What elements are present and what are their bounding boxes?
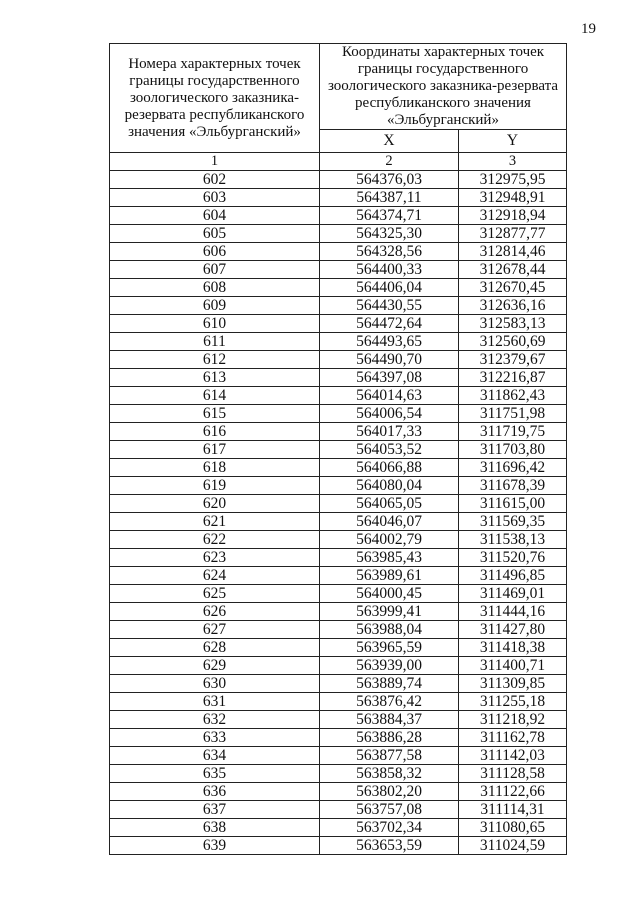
- point-number-cell: 625: [110, 585, 320, 603]
- point-number-cell: 616: [110, 423, 320, 441]
- header-y: Y: [459, 130, 567, 153]
- table-row: [110, 279, 567, 297]
- y-coordinate-cell: 311569,35: [459, 513, 567, 531]
- y-coordinate-cell: 311309,85: [459, 675, 567, 693]
- x-coordinate-cell: 564493,65: [320, 333, 459, 351]
- table-row: [110, 261, 567, 279]
- table-row: [110, 585, 567, 603]
- point-number-cell: 607: [110, 261, 320, 279]
- table-row: [110, 171, 567, 189]
- table-row: [110, 333, 567, 351]
- table-header-row: [110, 44, 567, 130]
- x-coordinate-cell: 564490,70: [320, 351, 459, 369]
- point-number-cell: 614: [110, 387, 320, 405]
- table-row: [110, 693, 567, 711]
- x-coordinate-cell: 563858,32: [320, 765, 459, 783]
- point-number-cell: 632: [110, 711, 320, 729]
- table-row: [110, 621, 567, 639]
- point-number-cell: 636: [110, 783, 320, 801]
- table-row: [110, 657, 567, 675]
- table-row: [110, 297, 567, 315]
- y-coordinate-cell: 311678,39: [459, 477, 567, 495]
- table-row: [110, 549, 567, 567]
- y-coordinate-cell: 312814,46: [459, 243, 567, 261]
- point-number-cell: 609: [110, 297, 320, 315]
- point-number-cell: 602: [110, 171, 320, 189]
- x-coordinate-cell: 563939,00: [320, 657, 459, 675]
- y-coordinate-cell: 311218,92: [459, 711, 567, 729]
- point-number-cell: 621: [110, 513, 320, 531]
- table-row: [110, 729, 567, 747]
- coordinates-table: [109, 43, 567, 855]
- y-coordinate-cell: 311128,58: [459, 765, 567, 783]
- point-number-cell: 613: [110, 369, 320, 387]
- y-coordinate-cell: 311696,42: [459, 459, 567, 477]
- x-coordinate-cell: 564046,07: [320, 513, 459, 531]
- x-coordinate-cell: 564430,55: [320, 297, 459, 315]
- x-coordinate-cell: 564065,05: [320, 495, 459, 513]
- x-coordinate-cell: 563884,37: [320, 711, 459, 729]
- point-number-cell: 626: [110, 603, 320, 621]
- table-row: [110, 567, 567, 585]
- point-number-cell: 615: [110, 405, 320, 423]
- x-coordinate-cell: 564406,04: [320, 279, 459, 297]
- table-row: [110, 369, 567, 387]
- y-coordinate-cell: 311418,38: [459, 639, 567, 657]
- x-coordinate-cell: 564400,33: [320, 261, 459, 279]
- y-coordinate-cell: 312948,91: [459, 189, 567, 207]
- x-coordinate-cell: 564472,64: [320, 315, 459, 333]
- table-row: [110, 351, 567, 369]
- point-number-cell: 637: [110, 801, 320, 819]
- y-coordinate-cell: 311142,03: [459, 747, 567, 765]
- point-number-cell: 638: [110, 819, 320, 837]
- x-coordinate-cell: 564002,79: [320, 531, 459, 549]
- y-coordinate-cell: 312216,87: [459, 369, 567, 387]
- x-coordinate-cell: 563876,42: [320, 693, 459, 711]
- table-row: [110, 441, 567, 459]
- point-number-cell: 623: [110, 549, 320, 567]
- y-coordinate-cell: 312670,45: [459, 279, 567, 297]
- column-number: 2: [320, 153, 459, 171]
- table-row: [110, 819, 567, 837]
- table-row: [110, 603, 567, 621]
- page-number: 19: [581, 21, 596, 37]
- point-number-cell: 606: [110, 243, 320, 261]
- table-row: [110, 495, 567, 513]
- table-row: [110, 837, 567, 855]
- y-coordinate-cell: 311162,78: [459, 729, 567, 747]
- y-coordinate-cell: 312583,13: [459, 315, 567, 333]
- y-coordinate-cell: 312379,67: [459, 351, 567, 369]
- column-number-row: [110, 153, 567, 171]
- x-coordinate-cell: 563985,43: [320, 549, 459, 567]
- x-coordinate-cell: 564374,71: [320, 207, 459, 225]
- point-number-cell: 610: [110, 315, 320, 333]
- column-number: 1: [110, 153, 320, 171]
- point-number-cell: 630: [110, 675, 320, 693]
- table-row: [110, 513, 567, 531]
- x-coordinate-cell: 564080,04: [320, 477, 459, 495]
- y-coordinate-cell: 311615,00: [459, 495, 567, 513]
- header-point-numbers: Номера характерных точек границы государственного зоологического заказника-резервата республиканского значения «Эльбурганский»: [110, 44, 320, 153]
- x-coordinate-cell: 564017,33: [320, 423, 459, 441]
- point-number-cell: 618: [110, 459, 320, 477]
- x-coordinate-cell: 563653,59: [320, 837, 459, 855]
- x-coordinate-cell: 563965,59: [320, 639, 459, 657]
- point-number-cell: 612: [110, 351, 320, 369]
- table-row: [110, 531, 567, 549]
- table-row: [110, 243, 567, 261]
- y-coordinate-cell: 311024,59: [459, 837, 567, 855]
- header-x: X: [320, 130, 459, 153]
- x-coordinate-cell: 563802,20: [320, 783, 459, 801]
- y-coordinate-cell: 311496,85: [459, 567, 567, 585]
- header-coordinates: Координаты характерных точек границы государственного зоологического заказника-резервата республиканского значения «Эльбурганский»: [320, 44, 567, 130]
- y-coordinate-cell: 311719,75: [459, 423, 567, 441]
- x-coordinate-cell: 564014,63: [320, 387, 459, 405]
- y-coordinate-cell: 312975,95: [459, 171, 567, 189]
- table-row: [110, 765, 567, 783]
- point-number-cell: 620: [110, 495, 320, 513]
- y-coordinate-cell: 312560,69: [459, 333, 567, 351]
- x-coordinate-cell: 563889,74: [320, 675, 459, 693]
- y-coordinate-cell: 311469,01: [459, 585, 567, 603]
- table-row: [110, 459, 567, 477]
- point-number-cell: 628: [110, 639, 320, 657]
- x-coordinate-cell: 564328,56: [320, 243, 459, 261]
- x-coordinate-cell: 564000,45: [320, 585, 459, 603]
- x-coordinate-cell: 564387,11: [320, 189, 459, 207]
- point-number-cell: 603: [110, 189, 320, 207]
- y-coordinate-cell: 311114,31: [459, 801, 567, 819]
- y-coordinate-cell: 311751,98: [459, 405, 567, 423]
- x-coordinate-cell: 563757,08: [320, 801, 459, 819]
- table-row: [110, 747, 567, 765]
- point-number-cell: 631: [110, 693, 320, 711]
- x-coordinate-cell: 563702,34: [320, 819, 459, 837]
- x-coordinate-cell: 564066,88: [320, 459, 459, 477]
- table-row: [110, 639, 567, 657]
- y-coordinate-cell: 312918,94: [459, 207, 567, 225]
- y-coordinate-cell: 311703,80: [459, 441, 567, 459]
- table-row: [110, 315, 567, 333]
- point-number-cell: 608: [110, 279, 320, 297]
- x-coordinate-cell: 563988,04: [320, 621, 459, 639]
- table-row: [110, 189, 567, 207]
- point-number-cell: 627: [110, 621, 320, 639]
- point-number-cell: 639: [110, 837, 320, 855]
- table-row: [110, 387, 567, 405]
- y-coordinate-cell: 311080,65: [459, 819, 567, 837]
- x-coordinate-cell: 563999,41: [320, 603, 459, 621]
- x-coordinate-cell: 564376,03: [320, 171, 459, 189]
- y-coordinate-cell: 311400,71: [459, 657, 567, 675]
- table-row: [110, 207, 567, 225]
- point-number-cell: 622: [110, 531, 320, 549]
- table-row: [110, 783, 567, 801]
- x-coordinate-cell: 564325,30: [320, 225, 459, 243]
- y-coordinate-cell: 312678,44: [459, 261, 567, 279]
- point-number-cell: 624: [110, 567, 320, 585]
- y-coordinate-cell: 311427,80: [459, 621, 567, 639]
- y-coordinate-cell: 311862,43: [459, 387, 567, 405]
- point-number-cell: 629: [110, 657, 320, 675]
- table-row: [110, 675, 567, 693]
- column-number: 3: [459, 153, 567, 171]
- point-number-cell: 604: [110, 207, 320, 225]
- point-number-cell: 633: [110, 729, 320, 747]
- point-number-cell: 634: [110, 747, 320, 765]
- table-row: [110, 801, 567, 819]
- y-coordinate-cell: 311255,18: [459, 693, 567, 711]
- y-coordinate-cell: 311122,66: [459, 783, 567, 801]
- table-row: [110, 225, 567, 243]
- x-coordinate-cell: 563989,61: [320, 567, 459, 585]
- x-coordinate-cell: 564006,54: [320, 405, 459, 423]
- table-row: [110, 405, 567, 423]
- table-row: [110, 711, 567, 729]
- table-body: [110, 171, 567, 855]
- x-coordinate-cell: 563886,28: [320, 729, 459, 747]
- y-coordinate-cell: 312877,77: [459, 225, 567, 243]
- y-coordinate-cell: 311444,16: [459, 603, 567, 621]
- y-coordinate-cell: 311538,13: [459, 531, 567, 549]
- point-number-cell: 635: [110, 765, 320, 783]
- point-number-cell: 605: [110, 225, 320, 243]
- y-coordinate-cell: 311520,76: [459, 549, 567, 567]
- point-number-cell: 611: [110, 333, 320, 351]
- table-row: [110, 477, 567, 495]
- table-row: [110, 423, 567, 441]
- x-coordinate-cell: 563877,58: [320, 747, 459, 765]
- point-number-cell: 617: [110, 441, 320, 459]
- y-coordinate-cell: 312636,16: [459, 297, 567, 315]
- x-coordinate-cell: 564053,52: [320, 441, 459, 459]
- x-coordinate-cell: 564397,08: [320, 369, 459, 387]
- point-number-cell: 619: [110, 477, 320, 495]
